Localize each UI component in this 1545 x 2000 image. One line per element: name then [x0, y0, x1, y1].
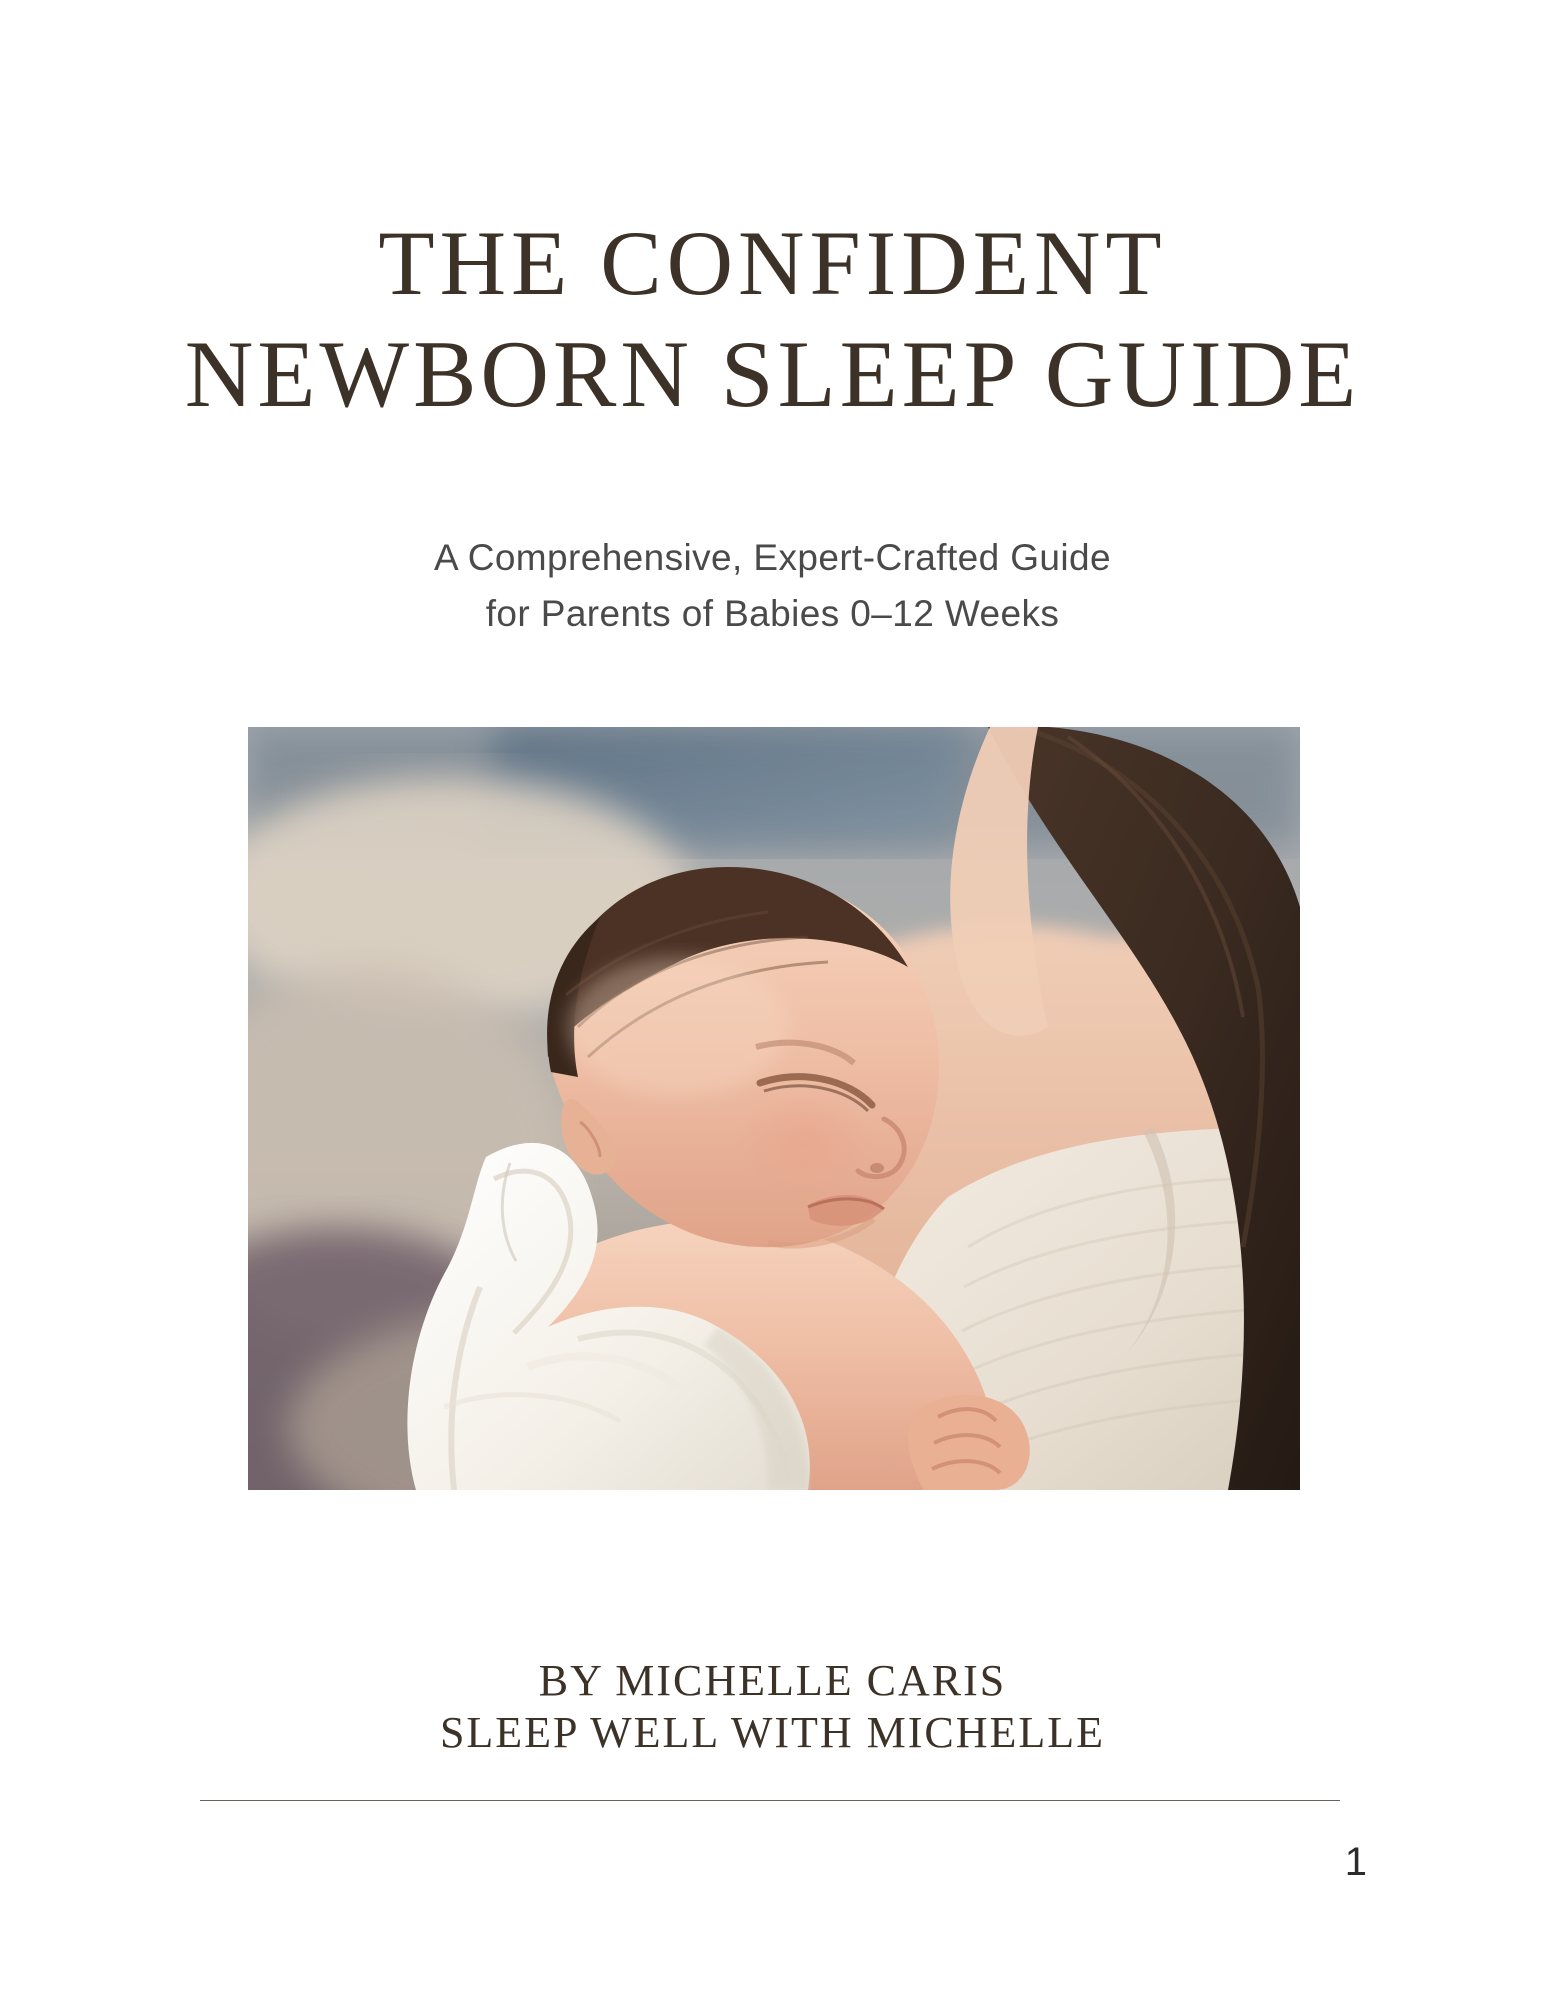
subtitle-line-1: A Comprehensive, Expert-Crafted Guide — [433, 537, 1111, 578]
page-title — [0, 212, 1545, 427]
page-number: 1 — [1344, 1840, 1367, 1884]
page-subtitle — [0, 530, 1545, 641]
title-line-2: NEWBORN SLEEP GUIDE — [184, 321, 1361, 428]
footer-divider — [200, 1800, 1340, 1801]
byline — [0, 1655, 1545, 1759]
title-line-1: THE CONFIDENT — [378, 212, 1167, 314]
subtitle-line-2: for Parents of Babies 0–12 Weeks — [485, 592, 1060, 634]
byline-author: BY MICHELLE CARIS — [538, 1656, 1007, 1705]
cover-photo-illustration — [248, 727, 1300, 1490]
byline-brand: SLEEP WELL WITH MICHELLE — [439, 1707, 1106, 1757]
cover-photo — [248, 727, 1300, 1490]
